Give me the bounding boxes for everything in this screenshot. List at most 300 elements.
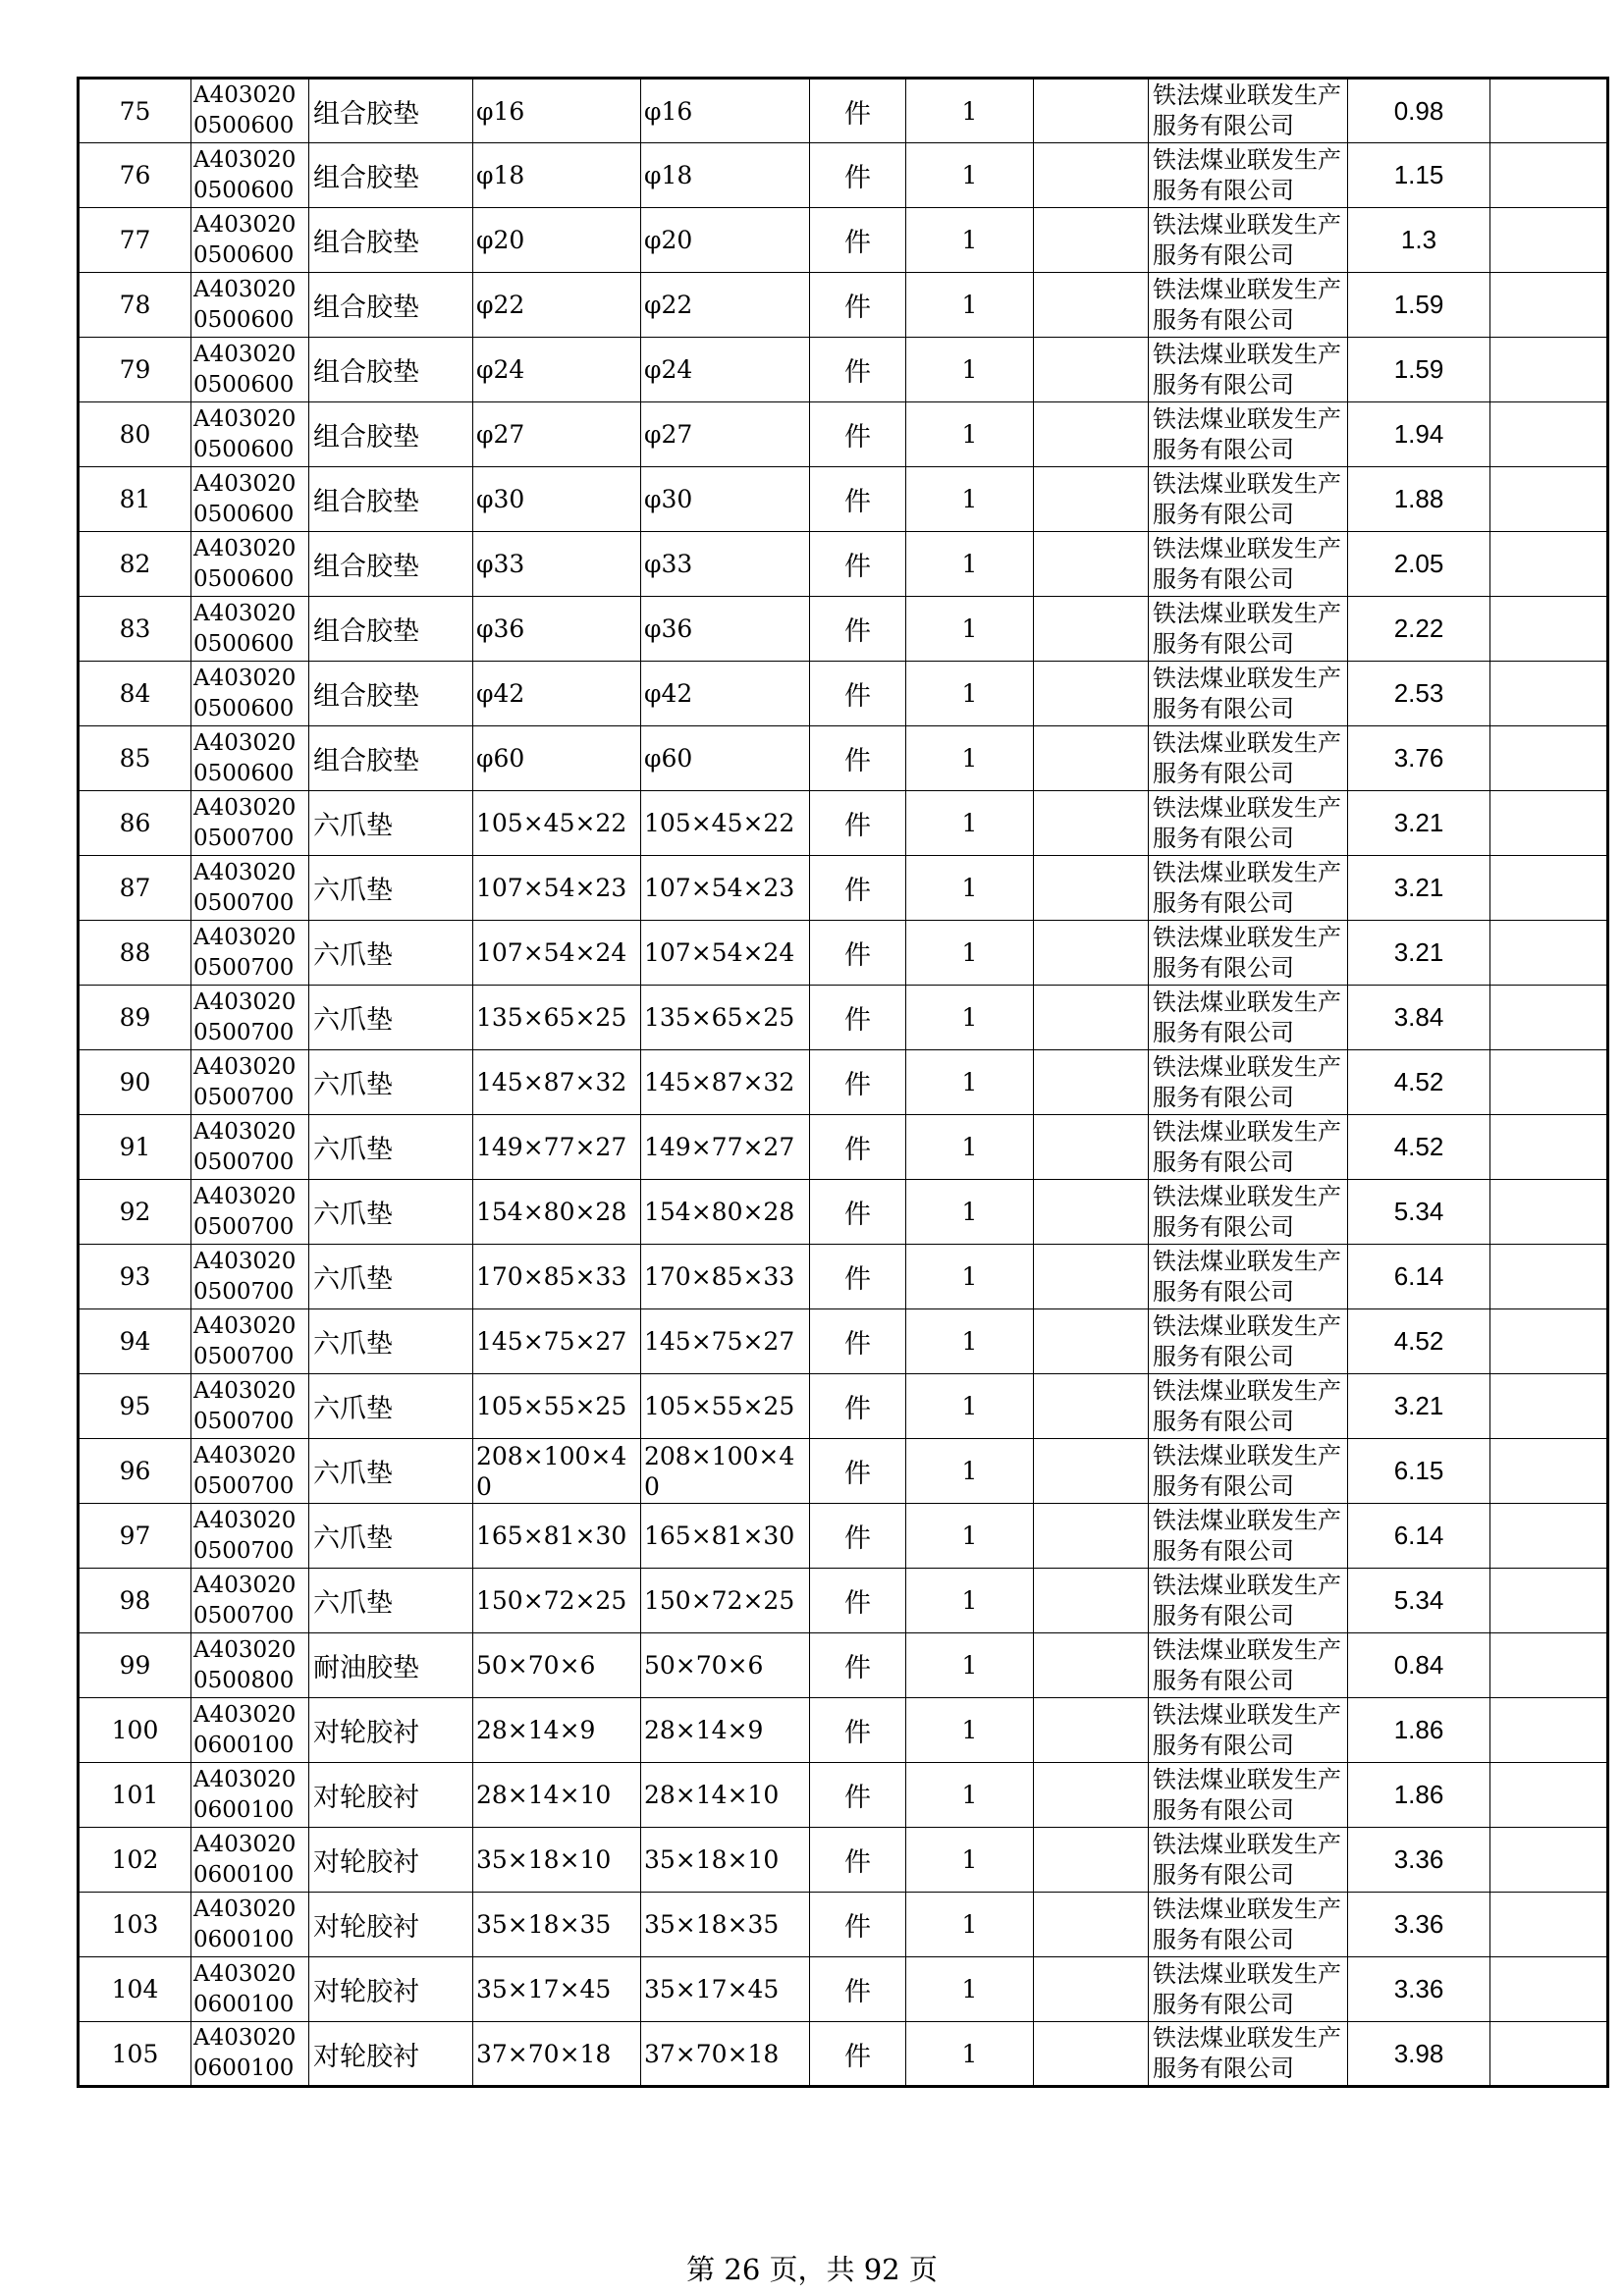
table-row [79, 1763, 1608, 1828]
item-model: 170×85×33 [641, 1245, 810, 1309]
quantity: 1 [906, 986, 1034, 1050]
item-model: 208×100×40 [641, 1439, 810, 1504]
blank-cell [1034, 338, 1149, 402]
row-number: 82 [79, 532, 191, 597]
unit: 件 [810, 597, 906, 662]
material-code: A4030200500600 [191, 273, 309, 338]
quantity: 1 [906, 273, 1034, 338]
item-model: 107×54×23 [641, 856, 810, 921]
remarks [1490, 1504, 1608, 1569]
unit-price: 2.22 [1348, 597, 1490, 662]
item-name: 组合胶垫 [309, 338, 473, 402]
unit-price: 3.36 [1348, 1893, 1490, 1957]
table-row [79, 1180, 1608, 1245]
table-row [79, 273, 1608, 338]
supplier: 铁法煤业联发生产服务有限公司 [1149, 208, 1348, 273]
material-code: A4030200500600 [191, 662, 309, 726]
table-row [79, 1504, 1608, 1569]
remarks [1490, 273, 1608, 338]
unit: 件 [810, 1763, 906, 1828]
item-name: 组合胶垫 [309, 402, 473, 467]
item-spec: 154×80×28 [473, 1180, 641, 1245]
item-model: φ36 [641, 597, 810, 662]
unit: 件 [810, 1115, 906, 1180]
supplier: 铁法煤业联发生产服务有限公司 [1149, 1633, 1348, 1698]
table-row [79, 986, 1608, 1050]
supplier: 铁法煤业联发生产服务有限公司 [1149, 662, 1348, 726]
supplier: 铁法煤业联发生产服务有限公司 [1149, 2022, 1348, 2087]
supplier: 铁法煤业联发生产服务有限公司 [1149, 1569, 1348, 1633]
item-spec: 35×17×45 [473, 1957, 641, 2022]
remarks [1490, 143, 1608, 208]
supplier: 铁法煤业联发生产服务有限公司 [1149, 1309, 1348, 1374]
unit-price: 6.15 [1348, 1439, 1490, 1504]
quantity: 1 [906, 1698, 1034, 1763]
table-row [79, 208, 1608, 273]
item-model: 28×14×10 [641, 1763, 810, 1828]
item-model: φ20 [641, 208, 810, 273]
quantity: 1 [906, 921, 1034, 986]
row-number: 89 [79, 986, 191, 1050]
supplier: 铁法煤业联发生产服务有限公司 [1149, 79, 1348, 143]
unit: 件 [810, 1957, 906, 2022]
item-name: 耐油胶垫 [309, 1633, 473, 1698]
row-number: 80 [79, 402, 191, 467]
quantity: 1 [906, 467, 1034, 532]
material-code: A4030200500700 [191, 921, 309, 986]
item-name: 六爪垫 [309, 1504, 473, 1569]
quantity: 1 [906, 1957, 1034, 2022]
unit: 件 [810, 1309, 906, 1374]
unit: 件 [810, 1569, 906, 1633]
remarks [1490, 1893, 1608, 1957]
quantity: 1 [906, 402, 1034, 467]
remarks [1490, 1374, 1608, 1439]
item-model: 35×18×35 [641, 1893, 810, 1957]
item-model: φ18 [641, 143, 810, 208]
row-number: 94 [79, 1309, 191, 1374]
blank-cell [1034, 726, 1149, 791]
row-number: 92 [79, 1180, 191, 1245]
row-number: 76 [79, 143, 191, 208]
unit-price: 1.15 [1348, 143, 1490, 208]
table-row [79, 1828, 1608, 1893]
blank-cell [1034, 1374, 1149, 1439]
row-number: 93 [79, 1245, 191, 1309]
blank-cell [1034, 1504, 1149, 1569]
item-name: 六爪垫 [309, 1309, 473, 1374]
unit: 件 [810, 79, 906, 143]
item-name: 六爪垫 [309, 791, 473, 856]
remarks [1490, 2022, 1608, 2087]
material-code: A4030200500700 [191, 1180, 309, 1245]
material-code: A4030200600100 [191, 1698, 309, 1763]
quantity: 1 [906, 1763, 1034, 1828]
table-row [79, 79, 1608, 143]
blank-cell [1034, 208, 1149, 273]
supplier: 铁法煤业联发生产服务有限公司 [1149, 273, 1348, 338]
unit-price: 5.34 [1348, 1180, 1490, 1245]
quantity: 1 [906, 1439, 1034, 1504]
item-name: 六爪垫 [309, 921, 473, 986]
material-code: A4030200600100 [191, 1893, 309, 1957]
item-spec: 28×14×10 [473, 1763, 641, 1828]
row-number: 100 [79, 1698, 191, 1763]
table-row [79, 597, 1608, 662]
item-name: 六爪垫 [309, 1374, 473, 1439]
item-model: 50×70×6 [641, 1633, 810, 1698]
item-model: 107×54×24 [641, 921, 810, 986]
row-number: 78 [79, 273, 191, 338]
item-model: 35×17×45 [641, 1957, 810, 2022]
row-number: 91 [79, 1115, 191, 1180]
item-spec: 50×70×6 [473, 1633, 641, 1698]
supplier: 铁法煤业联发生产服务有限公司 [1149, 402, 1348, 467]
table-row [79, 662, 1608, 726]
item-spec: φ16 [473, 79, 641, 143]
blank-cell [1034, 662, 1149, 726]
item-model: 35×18×10 [641, 1828, 810, 1893]
blank-cell [1034, 1115, 1149, 1180]
item-spec: 145×87×32 [473, 1050, 641, 1115]
unit-price: 3.84 [1348, 986, 1490, 1050]
unit-price: 0.84 [1348, 1633, 1490, 1698]
item-name: 六爪垫 [309, 986, 473, 1050]
table-row [79, 1115, 1608, 1180]
table-row [79, 1439, 1608, 1504]
item-model: 149×77×27 [641, 1115, 810, 1180]
unit: 件 [810, 273, 906, 338]
supplier: 铁法煤业联发生产服务有限公司 [1149, 338, 1348, 402]
unit: 件 [810, 532, 906, 597]
unit-price: 4.52 [1348, 1115, 1490, 1180]
item-spec: φ36 [473, 597, 641, 662]
material-code: A4030200600100 [191, 2022, 309, 2087]
item-spec: 107×54×23 [473, 856, 641, 921]
item-model: φ24 [641, 338, 810, 402]
quantity: 1 [906, 1893, 1034, 1957]
item-name: 组合胶垫 [309, 726, 473, 791]
item-name: 对轮胶衬 [309, 2022, 473, 2087]
table-row [79, 1309, 1608, 1374]
unit: 件 [810, 143, 906, 208]
item-spec: 135×65×25 [473, 986, 641, 1050]
unit-price: 1.86 [1348, 1763, 1490, 1828]
material-code: A4030200500700 [191, 1115, 309, 1180]
item-name: 组合胶垫 [309, 79, 473, 143]
unit: 件 [810, 1180, 906, 1245]
row-number: 102 [79, 1828, 191, 1893]
supplier: 铁法煤业联发生产服务有限公司 [1149, 1180, 1348, 1245]
unit: 件 [810, 1893, 906, 1957]
remarks [1490, 79, 1608, 143]
unit-price: 1.59 [1348, 273, 1490, 338]
blank-cell [1034, 1180, 1149, 1245]
row-number: 90 [79, 1050, 191, 1115]
page-footer: 第 26 页，共 92 页 [686, 2253, 938, 2286]
remarks [1490, 1957, 1608, 2022]
item-name: 六爪垫 [309, 1180, 473, 1245]
item-name: 对轮胶衬 [309, 1763, 473, 1828]
item-spec: φ60 [473, 726, 641, 791]
remarks [1490, 986, 1608, 1050]
item-name: 组合胶垫 [309, 532, 473, 597]
unit: 件 [810, 662, 906, 726]
unit-price: 6.14 [1348, 1504, 1490, 1569]
material-code: A4030200500600 [191, 402, 309, 467]
material-code: A4030200500700 [191, 1504, 309, 1569]
unit-price: 1.94 [1348, 402, 1490, 467]
material-code: A4030200600100 [191, 1763, 309, 1828]
row-number: 104 [79, 1957, 191, 2022]
row-number: 99 [79, 1633, 191, 1698]
supplier: 铁法煤业联发生产服务有限公司 [1149, 467, 1348, 532]
unit-price: 3.21 [1348, 856, 1490, 921]
blank-cell [1034, 143, 1149, 208]
supplier: 铁法煤业联发生产服务有限公司 [1149, 1439, 1348, 1504]
blank-cell [1034, 2022, 1149, 2087]
remarks [1490, 402, 1608, 467]
item-spec: 170×85×33 [473, 1245, 641, 1309]
row-number: 101 [79, 1763, 191, 1828]
item-name: 对轮胶衬 [309, 1698, 473, 1763]
quantity: 1 [906, 1309, 1034, 1374]
material-code: A4030200500700 [191, 791, 309, 856]
unit: 件 [810, 338, 906, 402]
material-code: A4030200500600 [191, 338, 309, 402]
blank-cell [1034, 1828, 1149, 1893]
row-number: 88 [79, 921, 191, 986]
supplier: 铁法煤业联发生产服务有限公司 [1149, 921, 1348, 986]
material-code: A4030200600100 [191, 1828, 309, 1893]
item-name: 对轮胶衬 [309, 1828, 473, 1893]
remarks [1490, 532, 1608, 597]
material-code: A4030200500600 [191, 597, 309, 662]
table-row [79, 1050, 1608, 1115]
item-name: 组合胶垫 [309, 143, 473, 208]
price-table [77, 77, 1609, 2088]
row-number: 98 [79, 1569, 191, 1633]
item-model: 150×72×25 [641, 1569, 810, 1633]
blank-cell [1034, 1763, 1149, 1828]
row-number: 75 [79, 79, 191, 143]
table-row [79, 726, 1608, 791]
item-name: 六爪垫 [309, 1115, 473, 1180]
unit-price: 4.52 [1348, 1050, 1490, 1115]
item-name: 组合胶垫 [309, 662, 473, 726]
item-name: 对轮胶衬 [309, 1893, 473, 1957]
item-model: 154×80×28 [641, 1180, 810, 1245]
remarks [1490, 467, 1608, 532]
unit: 件 [810, 1504, 906, 1569]
row-number: 96 [79, 1439, 191, 1504]
unit: 件 [810, 986, 906, 1050]
unit-price: 5.34 [1348, 1569, 1490, 1633]
item-model: 105×45×22 [641, 791, 810, 856]
unit: 件 [810, 402, 906, 467]
material-code: A4030200500800 [191, 1633, 309, 1698]
quantity: 1 [906, 79, 1034, 143]
remarks [1490, 1828, 1608, 1893]
material-code: A4030200500600 [191, 467, 309, 532]
row-number: 87 [79, 856, 191, 921]
table-row [79, 1633, 1608, 1698]
remarks [1490, 1309, 1608, 1374]
row-number: 105 [79, 2022, 191, 2087]
quantity: 1 [906, 791, 1034, 856]
remarks [1490, 1698, 1608, 1763]
unit: 件 [810, 1633, 906, 1698]
supplier: 铁法煤业联发生产服务有限公司 [1149, 1893, 1348, 1957]
item-model: 145×75×27 [641, 1309, 810, 1374]
blank-cell [1034, 467, 1149, 532]
quantity: 1 [906, 2022, 1034, 2087]
unit-price: 3.76 [1348, 726, 1490, 791]
item-spec: 105×55×25 [473, 1374, 641, 1439]
quantity: 1 [906, 597, 1034, 662]
remarks [1490, 597, 1608, 662]
quantity: 1 [906, 726, 1034, 791]
material-code: A4030200500600 [191, 79, 309, 143]
blank-cell [1034, 402, 1149, 467]
remarks [1490, 791, 1608, 856]
unit: 件 [810, 1698, 906, 1763]
table-row [79, 1245, 1608, 1309]
material-code: A4030200500700 [191, 856, 309, 921]
table-row [79, 532, 1608, 597]
supplier: 铁法煤业联发生产服务有限公司 [1149, 1050, 1348, 1115]
unit: 件 [810, 208, 906, 273]
blank-cell [1034, 1245, 1149, 1309]
quantity: 1 [906, 856, 1034, 921]
table-row [79, 338, 1608, 402]
item-model: φ60 [641, 726, 810, 791]
item-model: 28×14×9 [641, 1698, 810, 1763]
remarks [1490, 1115, 1608, 1180]
quantity: 1 [906, 208, 1034, 273]
quantity: 1 [906, 1245, 1034, 1309]
item-name: 组合胶垫 [309, 597, 473, 662]
material-code: A4030200500700 [191, 1569, 309, 1633]
table-row [79, 1374, 1608, 1439]
supplier: 铁法煤业联发生产服务有限公司 [1149, 1698, 1348, 1763]
row-number: 79 [79, 338, 191, 402]
row-number: 86 [79, 791, 191, 856]
unit-price: 2.53 [1348, 662, 1490, 726]
item-model: φ27 [641, 402, 810, 467]
item-spec: 145×75×27 [473, 1309, 641, 1374]
supplier: 铁法煤业联发生产服务有限公司 [1149, 1374, 1348, 1439]
item-spec: 150×72×25 [473, 1569, 641, 1633]
supplier: 铁法煤业联发生产服务有限公司 [1149, 856, 1348, 921]
table-row [79, 1569, 1608, 1633]
material-code: A4030200500600 [191, 143, 309, 208]
remarks [1490, 1633, 1608, 1698]
row-number: 84 [79, 662, 191, 726]
table-row [79, 1893, 1608, 1957]
item-spec: φ24 [473, 338, 641, 402]
blank-cell [1034, 1309, 1149, 1374]
item-spec: 35×18×35 [473, 1893, 641, 1957]
quantity: 1 [906, 338, 1034, 402]
row-number: 85 [79, 726, 191, 791]
item-spec: 105×45×22 [473, 791, 641, 856]
material-code: A4030200500700 [191, 1439, 309, 1504]
item-name: 六爪垫 [309, 1245, 473, 1309]
row-number: 97 [79, 1504, 191, 1569]
remarks [1490, 1050, 1608, 1115]
item-spec: 149×77×27 [473, 1115, 641, 1180]
unit-price: 1.88 [1348, 467, 1490, 532]
remarks [1490, 208, 1608, 273]
item-name: 六爪垫 [309, 1569, 473, 1633]
quantity: 1 [906, 1180, 1034, 1245]
unit: 件 [810, 921, 906, 986]
item-spec: 208×100×40 [473, 1439, 641, 1504]
supplier: 铁法煤业联发生产服务有限公司 [1149, 726, 1348, 791]
unit-price: 3.36 [1348, 1957, 1490, 2022]
item-name: 组合胶垫 [309, 208, 473, 273]
quantity: 1 [906, 1374, 1034, 1439]
table-row [79, 143, 1608, 208]
supplier: 铁法煤业联发生产服务有限公司 [1149, 1957, 1348, 2022]
blank-cell [1034, 79, 1149, 143]
item-model: 145×87×32 [641, 1050, 810, 1115]
supplier: 铁法煤业联发生产服务有限公司 [1149, 1763, 1348, 1828]
quantity: 1 [906, 1633, 1034, 1698]
supplier: 铁法煤业联发生产服务有限公司 [1149, 1504, 1348, 1569]
unit-price: 1.59 [1348, 338, 1490, 402]
unit: 件 [810, 791, 906, 856]
blank-cell [1034, 1050, 1149, 1115]
table-row [79, 2022, 1608, 2087]
blank-cell [1034, 597, 1149, 662]
table-row [79, 402, 1608, 467]
blank-cell [1034, 273, 1149, 338]
unit: 件 [810, 1439, 906, 1504]
item-spec: 165×81×30 [473, 1504, 641, 1569]
unit: 件 [810, 1245, 906, 1309]
remarks [1490, 1763, 1608, 1828]
item-spec: φ18 [473, 143, 641, 208]
item-model: φ16 [641, 79, 810, 143]
unit: 件 [810, 467, 906, 532]
row-number: 77 [79, 208, 191, 273]
table-row [79, 467, 1608, 532]
material-code: A4030200500700 [191, 1374, 309, 1439]
unit-price: 0.98 [1348, 79, 1490, 143]
material-code: A4030200500700 [191, 986, 309, 1050]
item-spec: 35×18×10 [473, 1828, 641, 1893]
unit-price: 1.3 [1348, 208, 1490, 273]
item-spec: 107×54×24 [473, 921, 641, 986]
blank-cell [1034, 1633, 1149, 1698]
item-spec: 37×70×18 [473, 2022, 641, 2087]
remarks [1490, 921, 1608, 986]
table-row [79, 1698, 1608, 1763]
item-model: 135×65×25 [641, 986, 810, 1050]
item-model: φ22 [641, 273, 810, 338]
material-code: A4030200500700 [191, 1309, 309, 1374]
quantity: 1 [906, 143, 1034, 208]
supplier: 铁法煤业联发生产服务有限公司 [1149, 1828, 1348, 1893]
blank-cell [1034, 856, 1149, 921]
quantity: 1 [906, 1050, 1034, 1115]
blank-cell [1034, 1569, 1149, 1633]
unit-price: 2.05 [1348, 532, 1490, 597]
quantity: 1 [906, 1115, 1034, 1180]
item-model: 165×81×30 [641, 1504, 810, 1569]
